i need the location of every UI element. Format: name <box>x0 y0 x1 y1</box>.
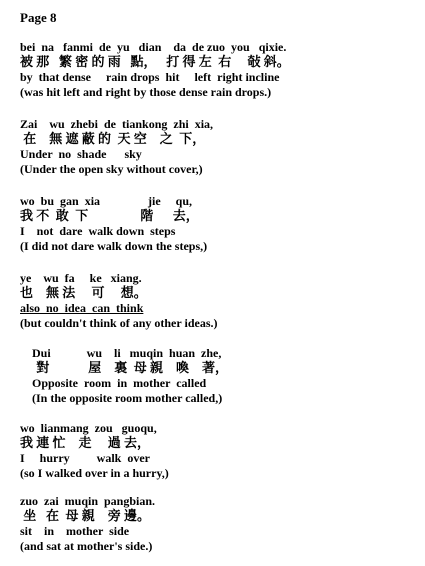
pinyin-line: Dui wu li muqin huan zhe, <box>20 346 222 360</box>
hanzi-line: 也 無 法 可 想。 <box>20 285 147 300</box>
translation-line: (In the opposite room mother called,) <box>20 391 223 405</box>
translation-line: (was hit left and right by those dense rain drops.) <box>20 85 272 99</box>
pinyin-line: ye wu fa ke xiang. <box>20 271 142 285</box>
pinyin-line: wo lianmang zou guoqu, <box>20 421 157 435</box>
gloss-line: I hurry walk over <box>20 451 150 465</box>
pinyin-line: zuo zai muqin pangbian. <box>20 494 156 508</box>
page-number: Page 8 <box>20 10 57 25</box>
gloss-line: by that dense rain drops hit left right incline <box>20 70 280 84</box>
gloss-line: Under no shade sky <box>20 147 142 161</box>
hanzi-line: 對 屋 裏 母 親 喚 著， <box>20 360 229 375</box>
pinyin-line: Zai wu zhebi de tiankong zhi xia, <box>20 117 214 131</box>
translation-line: (and sat at mother's side.) <box>20 539 153 553</box>
gloss-line: sit in mother side <box>20 524 130 538</box>
hanzi-line: 我 不 敢 下 階 去， <box>20 208 199 223</box>
translation-line: (I did not dare walk down the steps,) <box>20 239 208 253</box>
pinyin-line: wo bu gan xia jie qu, <box>20 194 193 208</box>
hanzi-line: 在 無 遮 蔽 的 天 空 之 下， <box>20 131 206 146</box>
hanzi-line: 坐 在 母 親 旁 邊。 <box>20 508 151 523</box>
gloss-line: also no idea can think <box>20 301 144 315</box>
gloss-line: Opposite room in mother called <box>20 376 207 390</box>
hanzi-line: 被 那 繁 密 的 雨 點， 打 得 左 右 敧 斜。 <box>20 54 290 69</box>
gloss-line: I not dare walk down steps <box>20 224 176 238</box>
hanzi-line: 我 連 忙 走 過 去， <box>20 435 151 450</box>
translation-line: (Under the open sky without cover,) <box>20 162 203 176</box>
translation-line: (but couldn't think of any other ideas.) <box>20 316 218 330</box>
translation-line: (so I walked over in a hurry,) <box>20 466 169 480</box>
pinyin-line: bei na fanmi de yu dian da de zuo you qixie. <box>20 40 287 54</box>
